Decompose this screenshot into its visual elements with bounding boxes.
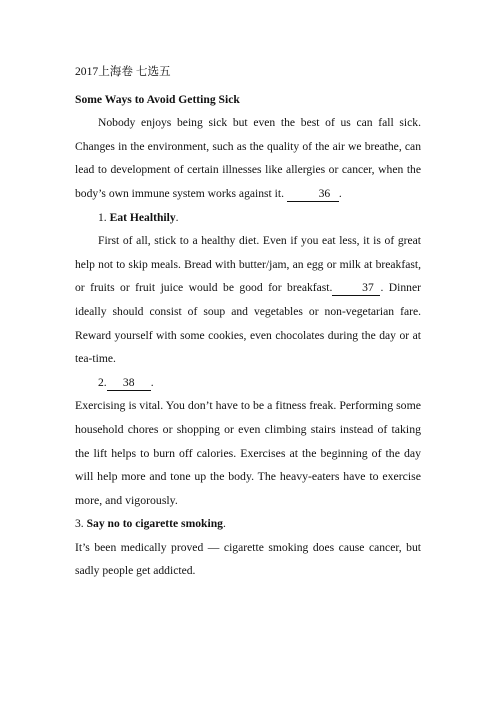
section-3-paragraph: It’s been medically proved — cigarette smoking does cause cancer, but sadly people get addicted. [75,540,421,578]
section-3-number: 3. [75,517,84,531]
section-2-paragraph: Exercising is vital. You don’t have to be a fitness freak. Performing some household chores or shopping or even climbing stairs instead of taking the lift helps to burn off calories. Exercises at the beginning of the day will help more and tone up the body. The heavy-eaters have to exercise more, and vigorously. [75,398,421,507]
blank-36[interactable]: 36 [287,187,339,202]
section-1-text-before: First of all, stick to a healthy diet. Even if you eat less, it is of great help not to skip meals. Bread with butter/jam, an egg or milk at breakfast, or fruits or fruit juice would be good for breakfast. [75,234,421,295]
section-3-heading-end: . [222,517,226,531]
document-page [75,60,421,583]
section-2-number: 2. [98,375,107,389]
section-3-title: Say no to cigarette smoking [86,517,223,531]
exam-source-label: 2017上海卷 七选五 [75,65,171,78]
section-2-heading [75,371,421,395]
blank-38[interactable]: 38 [107,376,151,391]
section-1-heading [75,206,421,230]
section-1-heading-end: . [175,210,179,224]
section-3-heading [75,512,421,536]
passage-title: Some Ways to Avoid Getting Sick [75,92,240,106]
intro-paragraph [75,111,421,205]
section-1-number: 1. [98,210,107,224]
blank-37[interactable]: 37 [332,281,380,296]
intro-end: . [338,186,342,200]
section-1-title: Eat Healthily [109,210,176,224]
section-2-heading-end: . [150,375,154,389]
section-1-paragraph [75,229,421,371]
section-1-text-after: . Dinner ideally should consist of soup and vegetables or non-vegetarian fare. Reward yourself with some cookies, even chocolates during the day or at tea-time. [75,281,421,366]
intro-text: Nobody enjoys being sick but even the best of us can fall sick. Changes in the environment, such as the quality of the air we breathe, can lead to development of certain illnesses like allergies or cancer, when the body’s own immune system works against it. [75,116,421,200]
